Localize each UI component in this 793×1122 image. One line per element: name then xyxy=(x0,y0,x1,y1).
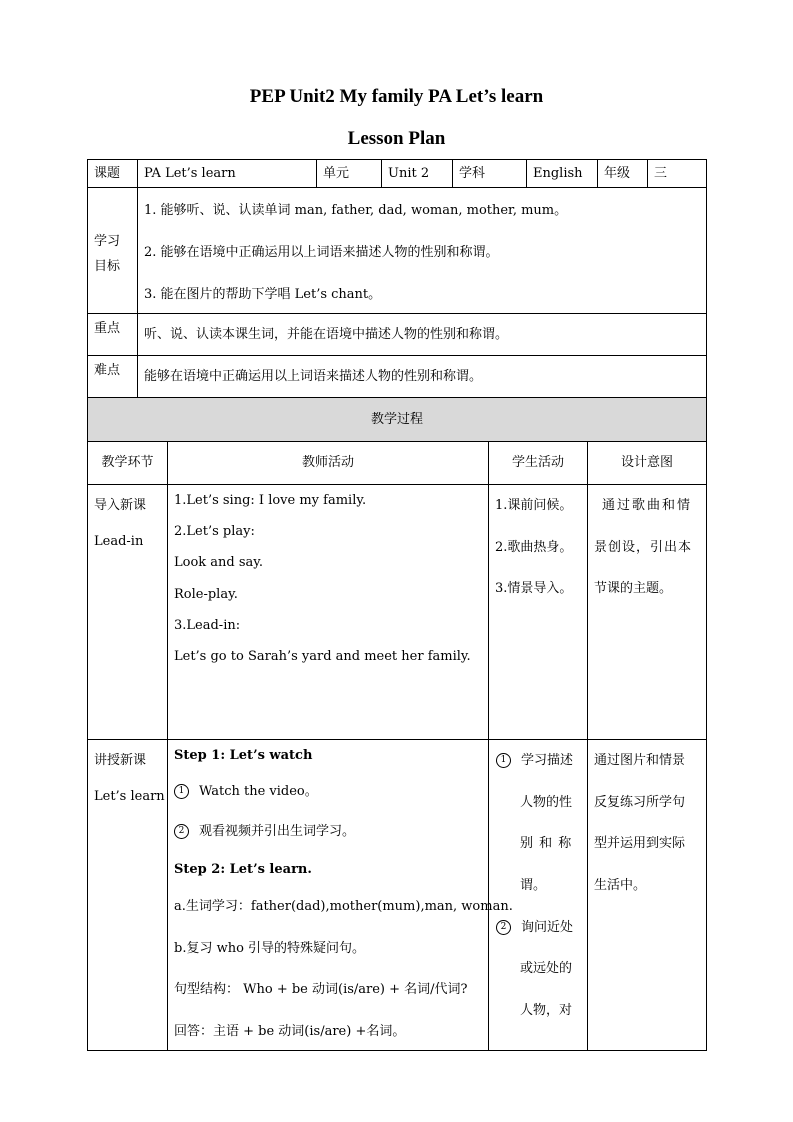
unit-value: Unit 2 xyxy=(388,165,430,181)
lead-in-teacher-cell xyxy=(167,484,489,740)
circled-number: 1 xyxy=(174,784,189,799)
step-1-heading: Step 1: Let’s watch xyxy=(174,748,313,763)
process-heading: 教学过程 xyxy=(370,411,423,427)
teacher-line: 1.Let’s sing: I love my family. xyxy=(174,493,367,508)
column-header-purpose xyxy=(587,441,707,485)
difficulties-label-cell xyxy=(87,355,138,398)
column-header-stage xyxy=(87,441,168,485)
unit-value-cell xyxy=(381,159,453,188)
teacher-line: Look and say. xyxy=(174,555,264,570)
objectives-label-2: 目标 xyxy=(94,259,121,274)
subject-value-cell xyxy=(526,159,598,188)
stage-en: Lead-in xyxy=(94,534,144,549)
student-line: 别 和 称 xyxy=(520,836,572,851)
step-2-line: b.复习 who 引导的特殊疑问句。 xyxy=(174,941,366,956)
grade-value-cell xyxy=(647,159,707,188)
unit-label-cell xyxy=(316,159,382,188)
key-points-label: 重点 xyxy=(94,321,121,336)
difficulties-text: 能够在语境中正确运用以上词语来描述人物的性别和称谓。 xyxy=(144,368,483,384)
student-item-marker xyxy=(496,753,581,769)
topic-value-cell xyxy=(137,159,317,188)
student-line: 或远处的 xyxy=(520,961,573,976)
step-1-item-text: 观看视频并引出生词学习。 xyxy=(199,824,356,839)
purpose-line: 生活中。 xyxy=(594,878,647,893)
step-1-item xyxy=(174,784,482,800)
circled-number: 1 xyxy=(496,753,511,768)
teacher-line: 3.Lead-in: xyxy=(174,618,241,633)
circled-number: 2 xyxy=(496,920,511,935)
student-line: 人物，对 xyxy=(520,1003,573,1018)
lead-in-stage-cell xyxy=(87,484,168,740)
grade-label: 年级 xyxy=(604,165,631,181)
purpose-line: 通过图片和情景 xyxy=(594,753,686,768)
column-header-teacher-label: 教师活动 xyxy=(301,455,354,471)
learn-student-cell xyxy=(488,739,588,1051)
key-points-label-cell xyxy=(87,313,138,356)
column-header-stage-label: 教学环节 xyxy=(101,455,154,471)
document-subtitle: Lesson Plan xyxy=(347,128,446,149)
objectives-label-1: 学习 xyxy=(94,234,121,249)
lead-in-student-cell xyxy=(488,484,588,740)
topic-label: 课题 xyxy=(94,165,121,181)
student-line: 2.歌曲热身。 xyxy=(495,540,573,555)
step-2-heading: Step 2: Let’s learn. xyxy=(174,862,312,877)
objective-item: 2. 能够在语境中正确运用以上词语来描述人物的性别和称谓。 xyxy=(144,245,499,260)
process-heading-cell xyxy=(87,397,707,442)
purpose-line: 通过歌曲和情 xyxy=(602,498,693,513)
step-1-item-text: Watch the video。 xyxy=(199,784,318,799)
subject-label-cell xyxy=(452,159,527,188)
student-line: 谓。 xyxy=(520,878,547,893)
step-2-line: 句型结构： Who + be 动词(is/are) + 名词/代词? xyxy=(174,982,468,997)
objectives-label-cell xyxy=(87,187,138,314)
learn-teacher-cell xyxy=(167,739,513,1051)
student-line: 询问近处 xyxy=(521,920,574,935)
student-line: 3.情景导入。 xyxy=(495,581,573,596)
objectives-content-cell xyxy=(137,187,707,314)
grade-label-cell xyxy=(597,159,648,188)
teacher-line: Let’s go to Sarah’s yard and meet her family. xyxy=(174,649,471,664)
column-header-purpose-label: 设计意图 xyxy=(620,455,673,471)
column-header-teacher xyxy=(167,441,489,485)
stage-cn: 讲授新课 xyxy=(94,753,147,768)
learn-purpose-cell xyxy=(587,739,707,1051)
key-points-text: 听、说、认读本课生词，并能在语境中描述人物的性别和称谓。 xyxy=(144,326,509,342)
column-header-student-label: 学生活动 xyxy=(511,455,564,471)
learn-stage-cell xyxy=(87,739,168,1051)
purpose-line: 节课的主题。 xyxy=(594,581,673,596)
step-2-line: a.生词学习：father(dad),mother(mum),man, woman. xyxy=(174,899,513,914)
grade-value: 三 xyxy=(654,165,668,181)
topic-value: PA Let’s learn xyxy=(144,165,236,181)
objective-item: 1. 能够听、说、认读单词 man, father, dad, woman, mother, mum。 xyxy=(144,203,568,218)
difficulties-label: 难点 xyxy=(94,363,121,378)
student-item-marker xyxy=(496,920,581,936)
circled-number: 2 xyxy=(174,824,189,839)
teacher-line: 2.Let’s play: xyxy=(174,524,255,539)
unit-label: 单元 xyxy=(323,165,350,181)
objective-item: 3. 能在图片的帮助下学唱 Let’s chant。 xyxy=(144,287,382,302)
difficulties-content-cell xyxy=(137,355,707,398)
student-line: 学习描述 xyxy=(521,753,574,768)
subject-label: 学科 xyxy=(459,165,486,181)
column-header-student xyxy=(488,441,588,485)
teacher-line: Role-play. xyxy=(174,587,238,602)
purpose-line: 型并运用到实际 xyxy=(594,836,686,851)
student-line: 1.课前问候。 xyxy=(495,498,573,513)
step-2-line: 回答：主语 + be 动词(is/are) +名词。 xyxy=(174,1024,406,1039)
purpose-line: 反复练习所学句 xyxy=(594,795,686,810)
topic-label-cell xyxy=(87,159,138,188)
key-points-content-cell xyxy=(137,313,707,356)
stage-en: Let’s learn xyxy=(94,789,165,804)
step-1-item xyxy=(174,824,482,840)
student-line: 人物的性 xyxy=(520,795,573,810)
subject-value: English xyxy=(533,165,583,181)
lead-in-purpose-cell xyxy=(587,484,707,740)
document-title: PEP Unit2 My family PA Let’s learn xyxy=(249,86,544,107)
stage-cn: 导入新课 xyxy=(94,498,147,513)
purpose-line: 景创设，引出本 xyxy=(594,540,693,555)
